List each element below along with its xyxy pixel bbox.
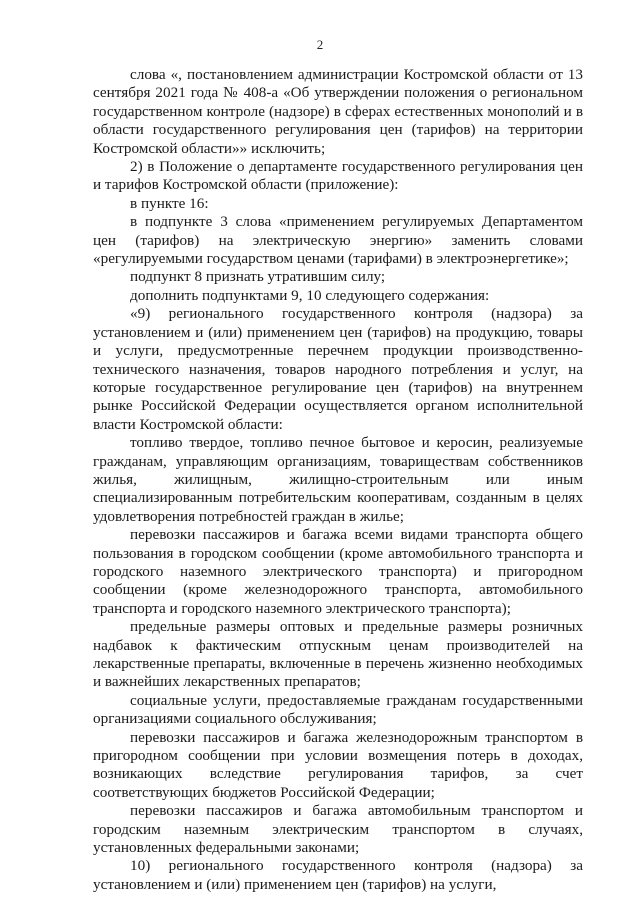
paragraph-5: подпункт 8 признать утратившим силу;: [130, 268, 386, 286]
paragraph-9: перевозки пассажиров и багажа всеми видами транспорта общего пользования в городском сообщении (кроме автомобильного транспорта и городского наземного электрического транспорта) и пригородном сообщении (кроме железнодорожного транспорта, автомобильного транспорта и городского наземного электрического транспорта);: [93, 526, 583, 617]
page-number: 2: [316, 37, 324, 52]
paragraph-2: 2) в Положение о департаменте государственного регулирования цен и тарифов Костромской области (приложение):: [93, 158, 583, 194]
paragraph-3: в пункте 16:: [130, 194, 209, 212]
paragraph-8: топливо твердое, топливо печное бытовое и керосин, реализуемые гражданам, управляющим организациям, товариществам собственников жилья, жилищным, жилищно-строительным или иным специализированным потребительским кооперативам, созданным в целях удовлетворения потребностей граждан в жилье;: [93, 434, 583, 525]
paragraph-6: дополнить подпунктами 9, 10 следующего содержания:: [130, 286, 490, 304]
paragraph-7: «9) регионального государственного контроля (надзора) за установлением и (или) применением цен (тарифов) на продукцию, товары и услуги, предусмотренные перечнем продукции производственно-технического назначения, товаров народного потребления и услуг, на которые государственное регулирование цен (тарифов) на внутреннем рынке Российской Федерации осуществляется органом исполнительной власти Костромской области:: [93, 305, 583, 433]
paragraph-11: социальные услуги, предоставляемые гражданам государственными организациями социального обслуживания;: [93, 691, 583, 728]
paragraph-13: перевозки пассажиров и багажа автомобильным транспортом и городским наземным электрическим транспортом в случаях, установленных федеральными законами;: [93, 802, 583, 857]
paragraph-4: в подпункте 3 слова «применением регулируемых Департаментом цен (тарифов) на электрическую энергию» заменить словами «регулируемыми государством ценами (тарифами) в электроэнергетике»;: [93, 213, 583, 268]
paragraph-10: предельные размеры оптовых и предельные размеры розничных надбавок к фактическим отпускным ценам производителей на лекарственные препараты, включенные в перечень жизненно необходимых и важнейших лекарственных препаратов;: [93, 618, 583, 691]
document-body: [93, 66, 583, 894]
paragraph-1: слова «, постановлением администрации Костромской области от 13 сентября 2021 года № 408-а «Об утверждении положения о региональном государственном контроле (надзоре) в сферах естественных монополий и в области государственного регулирования цен (тарифов) на территории Костромской области»» исключить;: [93, 66, 583, 157]
paragraph-14: 10) регионального государственного контроля (надзора) за установлением и (или) применением цен (тарифов) на услуги,: [93, 857, 583, 893]
paragraph-12: перевозки пассажиров и багажа железнодорожным транспортом в пригородном сообщении при условии возмещения потерь в доходах, возникающих вследствие регулирования тарифов, за счет соответствующих бюджетов Российской Федерации;: [93, 728, 583, 801]
